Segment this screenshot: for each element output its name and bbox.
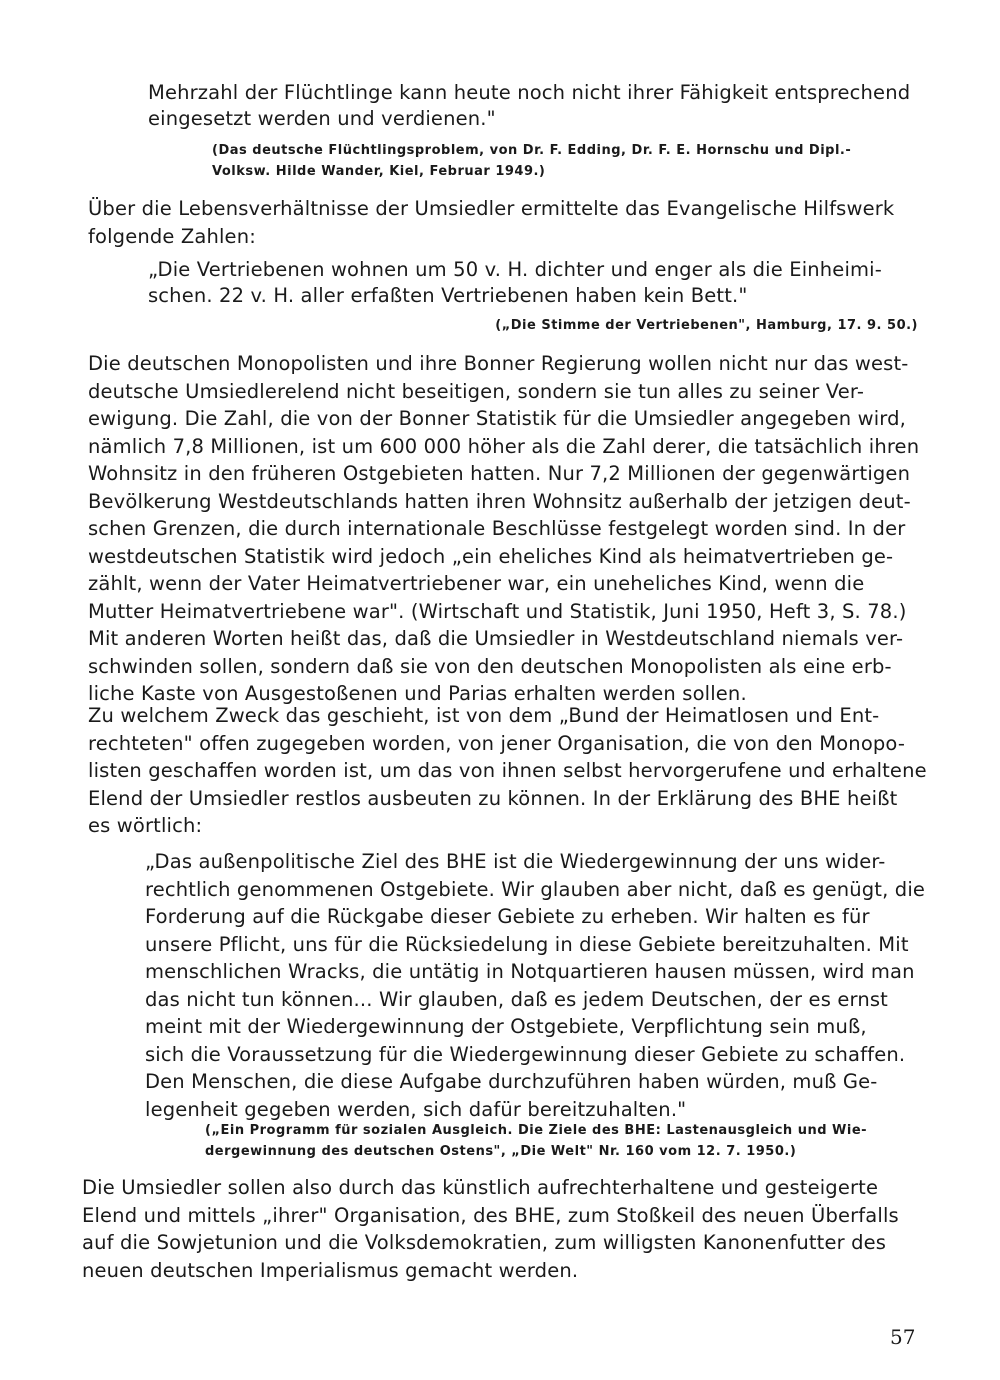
paragraph-line: zählt, wenn der Vater Heimatvertriebener war, ein uneheliches Kind, wenn die <box>88 572 865 595</box>
quote-1-line: eingesetzt werden und verdienen." <box>148 107 496 130</box>
quote-1-line: Mehrzahl der Flüchtlinge kann heute noch nicht ihrer Fähigkeit entsprechend <box>148 81 911 104</box>
paragraph-line: auf die Sowjetunion und die Volksdemokratien, zum willigsten Kanonenfutter des <box>82 1231 887 1254</box>
quote-2 <box>148 257 928 309</box>
paragraph-line: folgende Zahlen: <box>88 224 256 248</box>
quote-3-line: sich die Voraussetzung für die Wiedergewinnung dieser Gebiete zu schaffen. <box>145 1042 906 1066</box>
quote-3-line: menschlichen Wracks, die untätig in Notquartieren hausen müssen, wird man <box>145 960 915 983</box>
citation-line: (Das deutsche Flüchtlingsproblem, von Dr. F. Edding, Dr. F. E. Hornschu und Dipl.- <box>212 143 852 158</box>
paragraph-line: es wörtlich: <box>88 814 203 837</box>
paragraph-line: Die deutschen Monopolisten und ihre Bonner Regierung wollen nicht nur das west- <box>88 352 909 375</box>
paragraph-line: listen geschaffen worden ist, um das von ihnen selbst hervorgerufene und erhaltene <box>88 759 927 782</box>
quote-3-line: „Das außenpolitische Ziel des BHE ist die Wiedergewinnung der uns wider- <box>145 850 886 873</box>
paragraph-line: Mutter Heimatvertriebene war". (Wirtschaft und Statistik, Juni 1950, Heft 3, S. 78.) <box>88 599 907 623</box>
paragraph-line: Die Umsiedler sollen also durch das künstlich aufrechterhaltene und gesteigerte <box>82 1176 879 1199</box>
quote-3-line: unsere Pflicht, uns für die Rücksiedelung in diese Gebiete bereitzuhalten. Mit <box>145 932 909 956</box>
paragraph-4 <box>82 1174 928 1284</box>
paragraph-line: schwinden sollen, sondern daß sie von den deutschen Monopolisten als eine erb- <box>88 654 892 678</box>
citation-line: („Ein Programm für sozialen Ausgleich. Die Ziele des BHE: Lastenausgleich und Wie- <box>205 1123 868 1138</box>
paragraph-line: Mit anderen Worten heißt das, daß die Umsiedler in Westdeutschland niemals ver- <box>88 627 904 650</box>
paragraph-1 <box>88 195 928 250</box>
paragraph-line: Bevölkerung Westdeutschlands hatten ihren Wohnsitz außerhalb der jetzigen deut- <box>88 489 911 513</box>
quote-1-citation <box>212 140 932 182</box>
quote-3-line: Forderung auf die Rückgabe dieser Gebiete zu erheben. Wir halten es für <box>145 905 870 928</box>
quote-3-line: meint mit der Wiedergewinnung der Ostgebiete, Verpflichtung sein muß, <box>145 1015 867 1038</box>
quote-3 <box>145 848 928 1123</box>
quote-3-line: Den Menschen, die diese Aufgabe durchzuführen haben würden, muß Ge- <box>145 1070 878 1093</box>
paragraph-line: Elend der Umsiedler restlos ausbeuten zu können. In der Erklärung des BHE heißt <box>88 786 898 810</box>
quote-3-citation <box>205 1120 925 1162</box>
paragraph-2 <box>88 350 928 708</box>
paragraph-line: Elend und mittels „ihrer" Organisation, des BHE, zum Stoßkeil des neuen Überfalls <box>82 1203 899 1227</box>
paragraph-3 <box>88 702 928 840</box>
paragraph-line: ewigung. Die Zahl, die von der Bonner Statistik für die Umsiedler angegeben wird, <box>88 407 906 430</box>
quote-3-line: legenheit gegeben werden, sich dafür bereitzuhalten." <box>145 1097 687 1121</box>
page-number: 57 <box>890 1325 916 1349</box>
quote-2-citation <box>400 315 918 336</box>
quote-2-line: schen. 22 v. H. aller erfaßten Vertriebenen haben kein Bett." <box>148 284 748 307</box>
paragraph-line: westdeutschen Statistik wird jedoch „ein eheliches Kind als heimatvertrieben ge- <box>88 544 894 568</box>
paragraph-line: schen Grenzen, die durch internationale Beschlüsse festgelegt worden sind. In der <box>88 517 906 540</box>
paragraph-line: nämlich 7,8 Millionen, ist um 600 000 höher als die Zahl derer, die tatsächlich ihren <box>88 434 920 458</box>
paragraph-line: Zu welchem Zweck das geschieht, ist von dem „Bund der Heimatlosen und Ent- <box>88 704 880 727</box>
citation-line: dergewinnung des deutschen Ostens", „Die Welt" Nr. 160 vom 12. 7. 1950.) <box>205 1144 797 1159</box>
paragraph-line: Über die Lebensverhältnisse der Umsiedler ermittelte das Evangelische Hilfswerk <box>88 197 895 220</box>
quote-1 <box>148 80 928 132</box>
paragraph-line: liche Kaste von Ausgestoßenen und Parias erhalten werden sollen. <box>88 682 747 705</box>
paragraph-line: Wohnsitz in den früheren Ostgebieten hatten. Nur 7,2 Millionen der gegenwärtigen <box>88 462 911 485</box>
quote-2-line: „Die Vertriebenen wohnen um 50 v. H. dichter und enger als die Einheimi- <box>148 258 882 281</box>
quote-3-line: das nicht tun können... Wir glauben, daß es jedem Deutschen, der es ernst <box>145 987 888 1011</box>
citation-line: („Die Stimme der Vertriebenen", Hamburg, 17. 9. 50.) <box>495 318 918 333</box>
citation-line: Volksw. Hilde Wander, Kiel, Februar 1949.) <box>212 164 546 179</box>
paragraph-line: deutsche Umsiedlerelend nicht beseitigen, sondern sie tun alles zu seiner Ver- <box>88 379 865 403</box>
quote-3-line: rechtlich genommenen Ostgebiete. Wir glauben aber nicht, daß es genügt, die <box>145 877 926 901</box>
paragraph-line: neuen deutschen Imperialismus gemacht werden. <box>82 1258 579 1282</box>
paragraph-line: rechteten" offen zugegeben worden, von jener Organisation, die von den Monopo- <box>88 731 906 755</box>
